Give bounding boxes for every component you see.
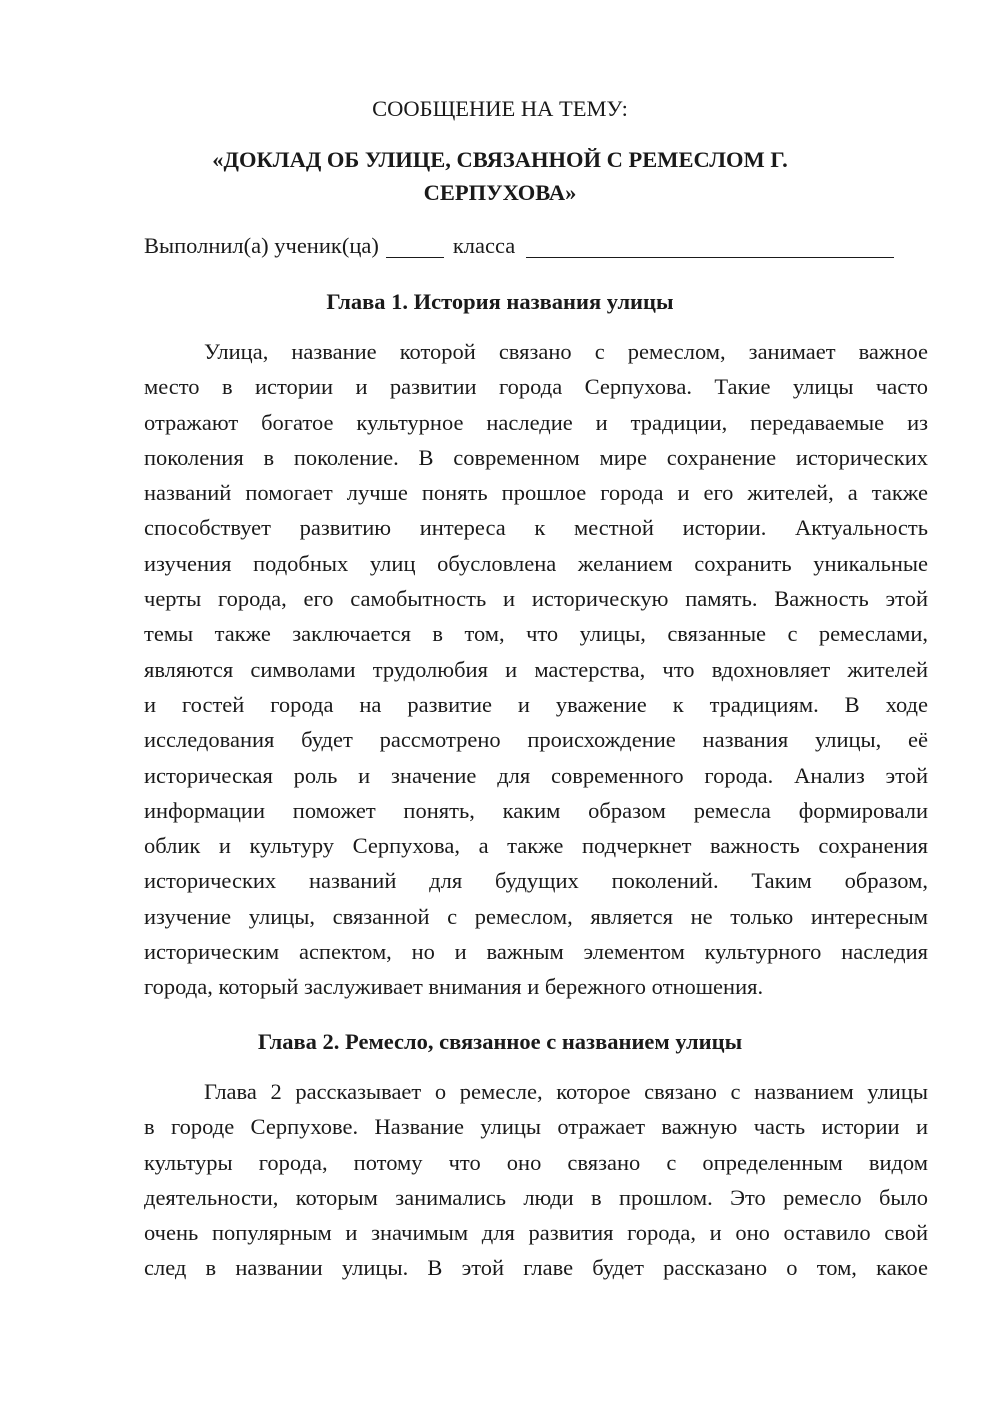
paragraph-line: отражают богатое культурное наследие и традиции, передаваемые из bbox=[144, 409, 928, 435]
document-subtitle-line-2: СЕРПУХОВА» bbox=[423, 180, 577, 205]
paragraph-line: деятельности, которым занимались люди в прошлом. Это ремесло было bbox=[144, 1184, 928, 1210]
paragraph-line: изучения подобных улиц обусловлена желанием сохранить уникальные bbox=[144, 550, 928, 576]
paragraph-line: являются символами трудолюбия и мастерства, что вдохновляет жителей bbox=[144, 656, 928, 682]
paragraph-line: в городе Серпухове. Название улицы отражает важную часть истории и bbox=[144, 1114, 928, 1140]
document-title: СООБЩЕНИЕ НА ТЕМУ: bbox=[372, 96, 628, 121]
paragraph-line: след в названии улицы. В этой главе будет рассказано о том, какое bbox=[144, 1255, 928, 1281]
author-line bbox=[144, 235, 928, 258]
chapter-1-heading: Глава 1. История названия улицы bbox=[326, 289, 674, 314]
paragraph-line: темы также заключается в том, что улицы, связанные с ремеслами, bbox=[144, 621, 928, 647]
paragraph-line: место в истории и развитии города Серпухова. Такие улицы часто bbox=[144, 374, 928, 400]
paragraph-line: очень популярным и значимым для развития города, и оно оставило свой bbox=[144, 1220, 928, 1246]
paragraph-line: исторических названий для будущих поколений. Таким образом, bbox=[144, 868, 928, 894]
chapter-2-heading: Глава 2. Ремесло, связанное с названием улицы bbox=[257, 1029, 743, 1054]
paragraph-line: изучение улицы, связанной с ремеслом, является не только интересным bbox=[144, 903, 928, 929]
paragraph-line: Улица, название которой связано с ремеслом, занимает важное bbox=[204, 339, 928, 364]
paragraph-line: поколения в поколение. В современном мире сохранение исторических bbox=[144, 444, 928, 470]
grade-blank bbox=[386, 239, 444, 258]
class-label: класса bbox=[452, 233, 516, 258]
paragraph-line: информации поможет понять, каким образом ремесла формировали bbox=[144, 797, 928, 823]
paragraph-line: облик и культуру Серпухова, а также подчеркнет важность сохранения bbox=[144, 833, 928, 859]
paragraph-line: и гостей города на развитие и уважение к традициям. В ходе bbox=[144, 691, 928, 717]
paragraph-line: Глава 2 рассказывает о ремесле, которое связано с названием улицы bbox=[204, 1079, 928, 1104]
paragraph-line: черты города, его самобытность и историческую память. Важность этой bbox=[144, 586, 928, 612]
paragraph-line: культуры города, потому что оно связано с определенным видом bbox=[144, 1149, 928, 1175]
name-blank bbox=[526, 239, 894, 258]
document-subtitle-line-1: «ДОКЛАД ОБ УЛИЦЕ, СВЯЗАННОЙ С РЕМЕСЛОМ Г. bbox=[212, 147, 788, 172]
chapter-1-paragraph bbox=[144, 334, 928, 1005]
paragraph-line: города, который заслуживает внимания и бережного отношения. bbox=[144, 974, 764, 1000]
author-prefix: Выполнил(а) ученик(ца) bbox=[144, 233, 379, 258]
paragraph-line: исследования будет рассмотрено происхождение названия улицы, её bbox=[144, 727, 928, 753]
chapter-2-paragraph bbox=[144, 1074, 928, 1286]
paragraph-line: историческая роль и значение для современного города. Анализ этой bbox=[144, 762, 928, 788]
paragraph-line: историческим аспектом, но и важным элементом культурного наследия bbox=[144, 939, 928, 965]
paragraph-line: способствует развитию интереса к местной истории. Актуальность bbox=[144, 515, 928, 541]
paragraph-line: названий помогает лучше понять прошлое города и его жителей, а также bbox=[144, 480, 928, 506]
